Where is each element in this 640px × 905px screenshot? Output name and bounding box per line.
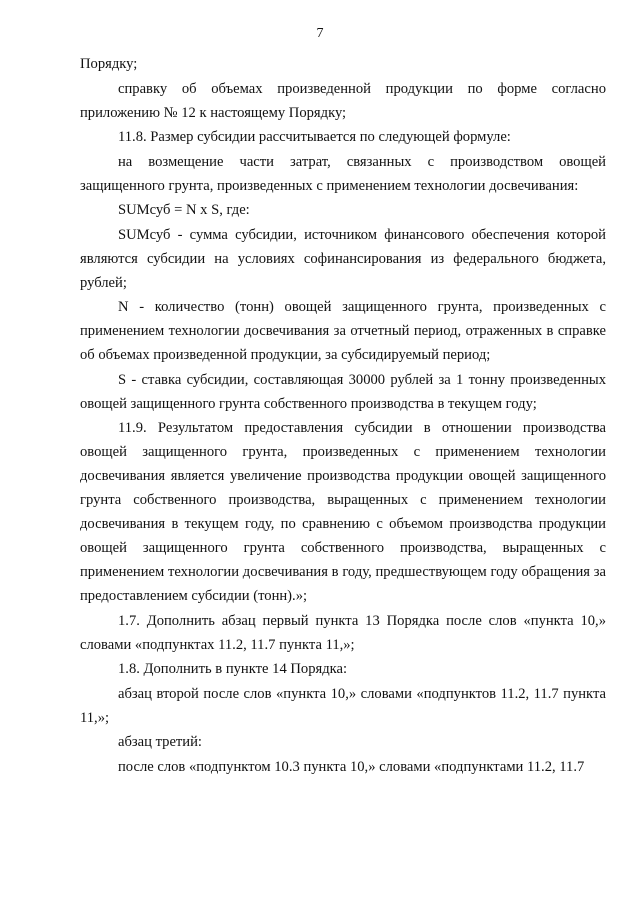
paragraph: 11.8. Размер субсидии рассчитывается по следующей формуле:	[118, 129, 511, 145]
paragraph: справку об объемах произведенной продукции по форме согласно приложению № 12 к настоящему Порядку;	[80, 80, 606, 121]
paragraph: Порядку;	[80, 56, 138, 72]
document-body	[80, 52, 606, 779]
paragraph: абзац второй после слов «пункта 10,» словами «подпунктов 11.2, 11.7 пункта 11,»;	[80, 685, 606, 726]
paragraph: 11.9. Результатом предоставления субсидии в отношении производства овощей защищенного грунта, произведенных с применением технологии досвечивания является увеличение производства продукции овощей защищенного грунта собственного производства, выращенных с применением технологии досвечивания в текущем году, по сравнению с объемом производства продукции овощей защищенного грунта собственного производства, выращенных с применением технологии досвечивания в году, предшествующем году обращения за предоставлением субсидии (тонн).»;	[80, 420, 606, 604]
paragraph: N - количество (тонн) овощей защищенного грунта, произведенных с применением технологии досвечивания за отчетный период, отраженных в справке об объемах произведенной продукции, за субсидируемый период;	[80, 299, 606, 363]
paragraph: абзац третий:	[118, 734, 202, 750]
paragraph: S - ставка субсидии, составляющая 30000 рублей за 1 тонну произведенных овощей защищенного грунта собственного производства в текущем году;	[80, 371, 606, 412]
paragraph: после слов «подпунктом 10.3 пункта 10,» словами «подпунктами 11.2, 11.7	[118, 758, 585, 775]
formula-paragraph: SUMсуб = N x S, где:	[118, 202, 250, 218]
paragraph: 1.8. Дополнить в пункте 14 Порядка:	[118, 661, 348, 677]
page-number: 7	[316, 26, 324, 41]
paragraph: SUMсуб - сумма субсидии, источником финансового обеспечения которой являются субсидии на условиях софинансирования из федерального бюджета, рублей;	[80, 226, 606, 291]
paragraph: 1.7. Дополнить абзац первый пункта 13 Порядка после слов «пункта 10,» словами «подпунктах 11.2, 11.7 пункта 11,»;	[80, 612, 606, 653]
paragraph: на возмещение части затрат, связанных с производством овощей защищенного грунта, произведенных с применением технологии досвечивания:	[80, 153, 606, 194]
